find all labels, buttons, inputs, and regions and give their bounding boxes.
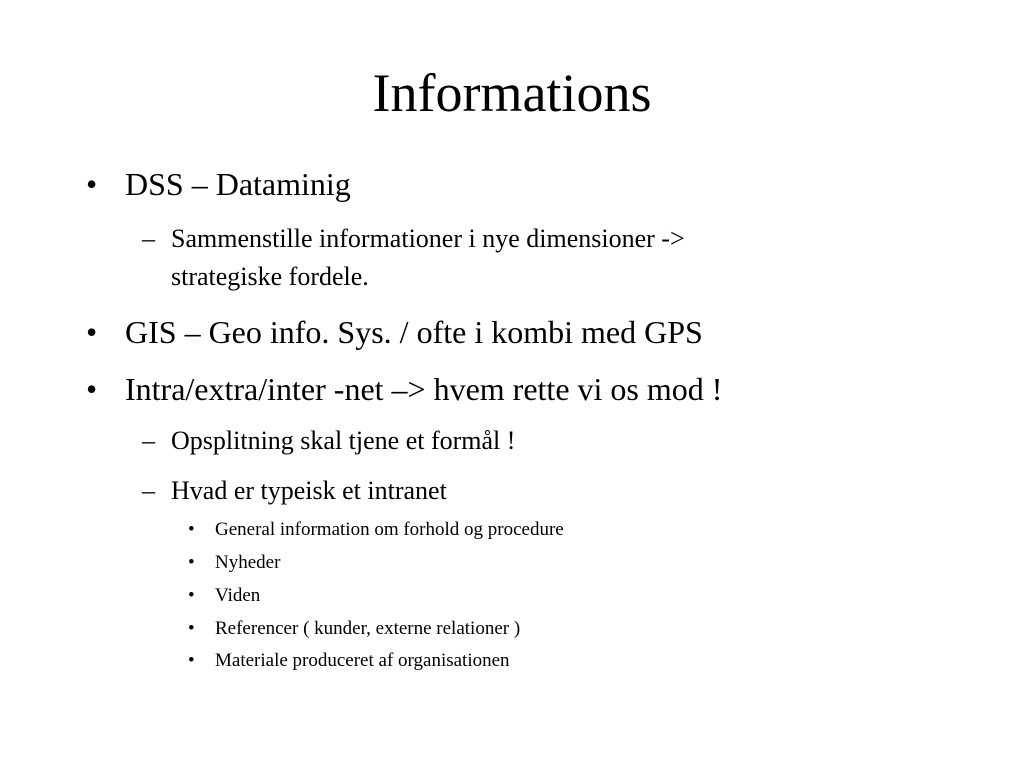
bullet-marker: • bbox=[188, 585, 195, 606]
bullet-marker: • bbox=[86, 166, 98, 202]
bullet-marker: • bbox=[86, 371, 98, 407]
dash-marker: – bbox=[142, 426, 155, 455]
bullet-marker: • bbox=[188, 552, 195, 573]
sub-bullet-text: Sammenstille informationer i nye dimensioner -> bbox=[171, 224, 685, 253]
bullet-marker: • bbox=[188, 650, 195, 671]
dash-marker: – bbox=[142, 476, 155, 505]
slide-title: Informations bbox=[372, 63, 652, 123]
sub-sub-bullet-text: Viden bbox=[215, 585, 261, 606]
bullet-text: Intra/extra/inter -net –> hvem rette vi os mod ! bbox=[125, 371, 723, 407]
bullet-marker: • bbox=[86, 314, 98, 350]
sub-bullet-text: strategiske fordele. bbox=[171, 262, 369, 291]
bullet-text: DSS – Dataminig bbox=[125, 166, 351, 202]
bullet-marker: • bbox=[188, 618, 195, 639]
dash-marker: – bbox=[142, 224, 155, 253]
sub-sub-bullet-text: Referencer ( kunder, externe relationer ) bbox=[215, 618, 521, 639]
bullet-text: GIS – Geo info. Sys. / ofte i kombi med GPS bbox=[125, 314, 703, 350]
sub-bullet-text: Opsplitning skal tjene et formål ! bbox=[171, 426, 516, 455]
bullet-marker: • bbox=[188, 519, 195, 540]
sub-bullet-text: Hvad er typeisk et intranet bbox=[171, 476, 447, 505]
sub-sub-bullet-text: Nyheder bbox=[215, 552, 281, 573]
sub-sub-bullet-text: General information om forhold og procedure bbox=[215, 519, 564, 540]
sub-sub-bullet-text: Materiale produceret af organisationen bbox=[215, 650, 510, 671]
